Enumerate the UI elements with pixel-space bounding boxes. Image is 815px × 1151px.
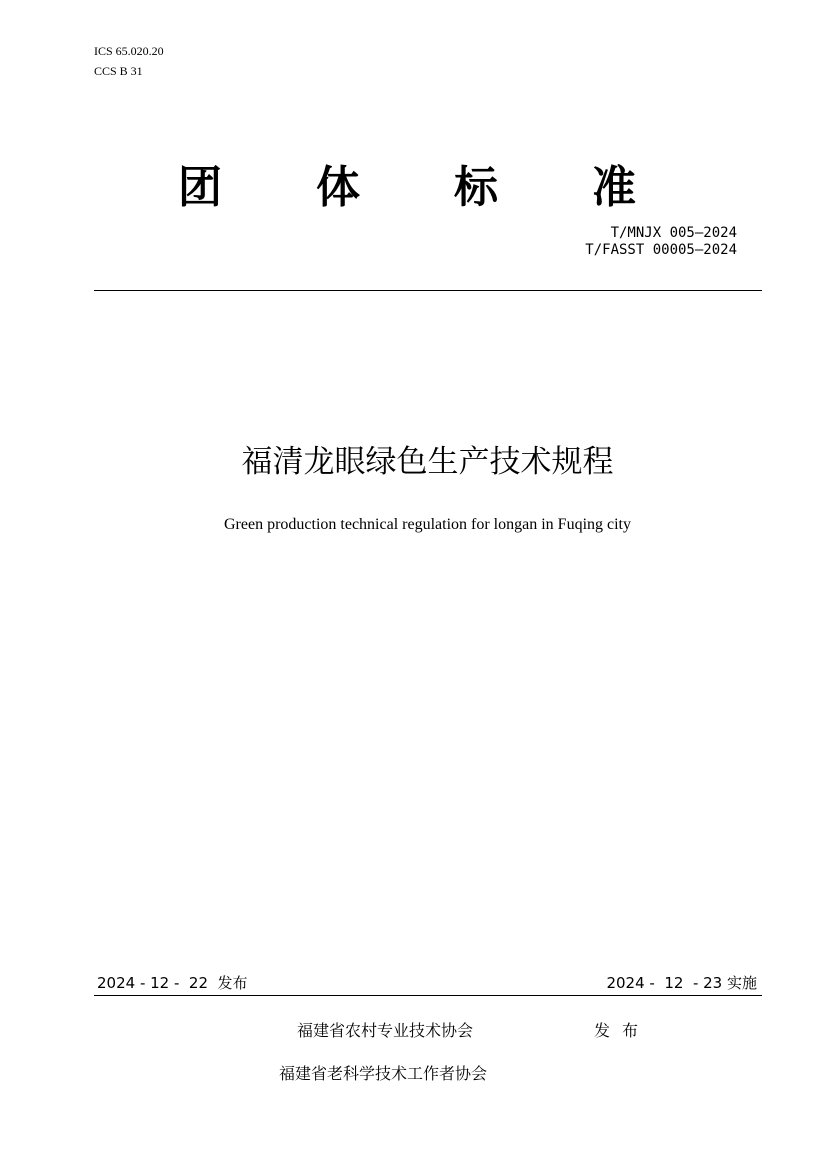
publisher-organization: 福建省农村专业技术协会 bbox=[297, 1021, 474, 1040]
ics-code: ICS 65.020.20 bbox=[94, 44, 164, 58]
classification-codes bbox=[94, 41, 164, 81]
standard-type-char: 准 bbox=[592, 162, 636, 213]
standard-number: T/FASST 00005—2024 bbox=[585, 242, 737, 258]
document-title-cn: 福清龙眼绿色生产技术规程 bbox=[241, 444, 614, 480]
header-divider bbox=[94, 290, 762, 291]
standard-type-heading bbox=[150, 158, 670, 218]
publish-label: 发布 bbox=[594, 1021, 651, 1040]
standard-type-char: 体 bbox=[316, 162, 360, 213]
footer-divider bbox=[94, 995, 762, 996]
standard-numbers bbox=[585, 225, 737, 259]
publisher-organization: 福建省老科学技术工作者协会 bbox=[279, 1064, 488, 1083]
document-title-en: Green production technical regulation for longan in Fuqing city bbox=[224, 516, 631, 533]
standard-type-char: 标 bbox=[454, 162, 498, 213]
standard-type-char: 团 bbox=[178, 162, 222, 213]
issue-date: 2024 - 12 - 22 发布 bbox=[97, 974, 248, 992]
ccs-code: CCS B 31 bbox=[94, 64, 143, 78]
standard-number: T/MNJX 005—2024 bbox=[610, 225, 737, 241]
implementation-date: 2024 - 12 - 23 实施 bbox=[606, 974, 757, 992]
